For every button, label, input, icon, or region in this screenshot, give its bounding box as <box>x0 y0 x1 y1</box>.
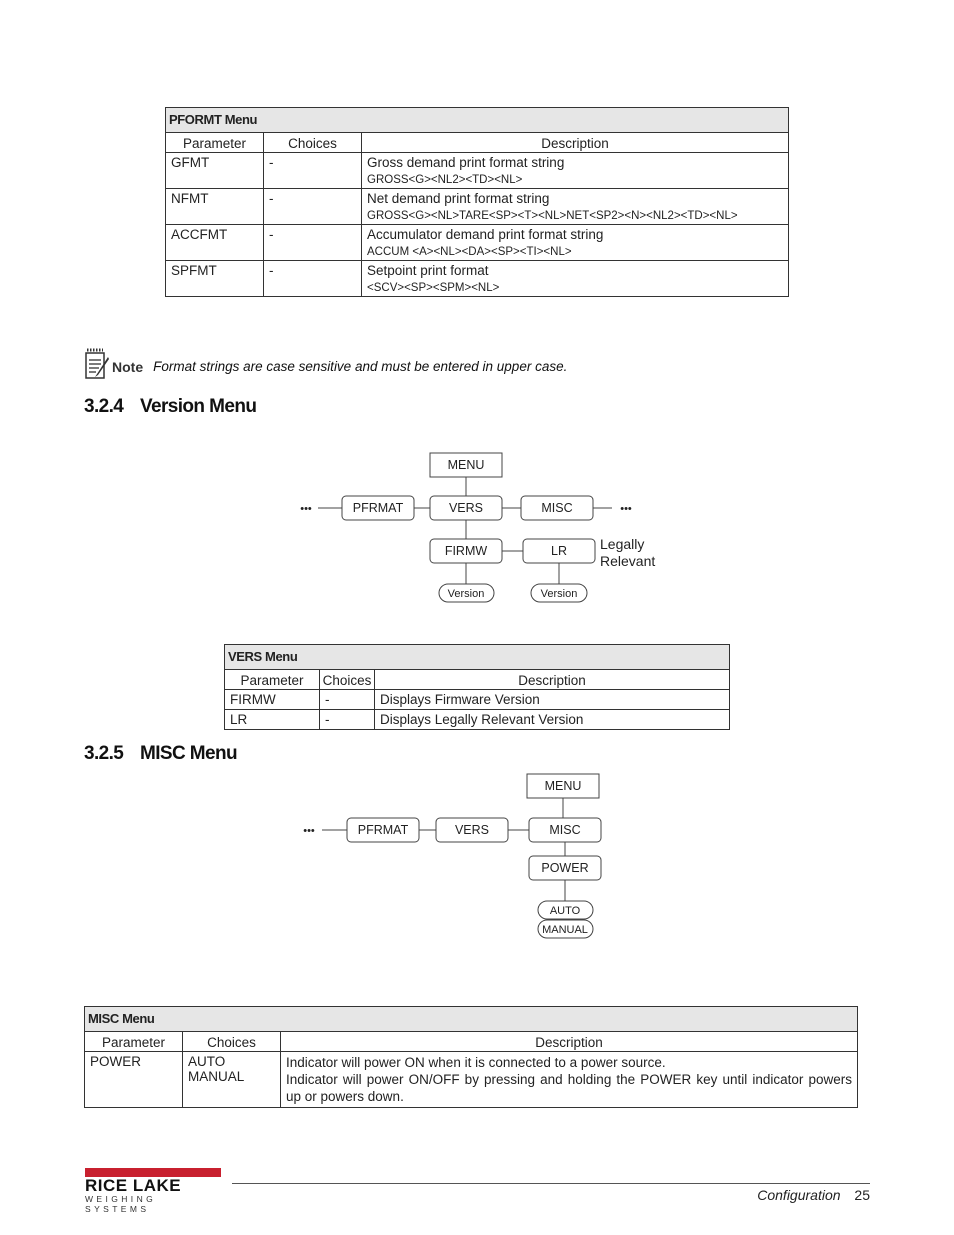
firmw-node-label: FIRMW <box>444 544 488 558</box>
table-row <box>166 225 789 261</box>
misc-node-label: MISC <box>549 823 581 837</box>
vers-menu-table <box>224 644 730 730</box>
pfrmat-node-label: PFRMAT <box>357 823 409 837</box>
pformt-header-parameter: Parameter <box>166 133 264 153</box>
version-leaf-label: Version <box>540 588 578 600</box>
misc-header-description: Description <box>281 1032 858 1052</box>
section-title: Version Menu <box>140 396 257 417</box>
format-string: <SCV><SP><SPM><NL> <box>367 282 500 294</box>
note-text: Format strings are case sensitive and must be entered in upper case. <box>153 359 568 374</box>
footer-rule <box>232 1183 870 1184</box>
choice-auto: AUTO <box>188 1054 226 1069</box>
table-row <box>225 710 730 730</box>
param-cell: GFMT <box>166 153 264 189</box>
param-cell: POWER <box>85 1052 183 1108</box>
footer-page-info <box>757 1187 870 1203</box>
misc-header-choices: Choices <box>183 1032 281 1052</box>
misc-table-title: MISC Menu <box>85 1007 858 1032</box>
table-row <box>166 189 789 225</box>
choice-manual: MANUAL <box>188 1069 245 1084</box>
format-string: ACCUM <A><NL><DA><SP><TI><NL> <box>367 246 572 258</box>
note-callout <box>84 347 567 386</box>
description-cell <box>281 1052 858 1108</box>
description-text: Accumulator demand print format string <box>367 227 604 242</box>
rice-lake-logo <box>85 1168 225 1214</box>
description-cell <box>362 189 789 225</box>
table-row <box>225 690 730 710</box>
description-cell <box>362 153 789 189</box>
param-cell: FIRMW <box>225 690 320 710</box>
vers-header-choices: Choices <box>320 670 375 690</box>
param-cell: ACCFMT <box>166 225 264 261</box>
auto-leaf-label: AUTO <box>549 905 581 917</box>
vers-node-label: VERS <box>448 501 484 515</box>
manual-leaf-label: MANUAL <box>542 924 588 936</box>
description-cell: Displays Legally Relevant Version <box>375 710 730 730</box>
pformt-header-choices: Choices <box>264 133 362 153</box>
menu-node-label: MENU <box>544 779 582 793</box>
vers-table-title: VERS Menu <box>225 645 730 670</box>
format-string: GROSS<G><NL2><TD><NL> <box>367 174 523 186</box>
section-heading-misc <box>84 743 237 765</box>
version-leaf-label: Version <box>447 588 485 600</box>
description-cell: Displays Firmware Version <box>375 690 730 710</box>
table-row <box>166 261 789 297</box>
ellipsis-right: ••• <box>620 503 632 515</box>
vers-header-description: Description <box>375 670 730 690</box>
legally-relevant-label: Legally <box>600 536 645 552</box>
footer-section-name: Configuration <box>757 1187 841 1203</box>
misc-node-label: MISC <box>541 501 573 515</box>
param-cell: SPFMT <box>166 261 264 297</box>
table-row <box>166 153 789 189</box>
misc-menu-diagram <box>0 770 954 945</box>
choices-cell: - <box>264 189 362 225</box>
choices-cell: - <box>264 225 362 261</box>
format-string: GROSS<G><NL>TARE<SP><T><NL>NET<SP2><N><NL2><TD><NL> <box>367 210 738 222</box>
description-cell <box>362 261 789 297</box>
power-node-label: POWER <box>541 861 589 875</box>
vers-node-label: VERS <box>454 823 490 837</box>
section-number: 3.2.5 <box>84 743 124 764</box>
pformt-table-title: PFORMT Menu <box>166 108 789 133</box>
description-text: Net demand print format string <box>367 191 550 206</box>
choices-cell <box>183 1052 281 1108</box>
lr-node-label: LR <box>551 544 567 558</box>
section-heading-version <box>84 396 256 418</box>
description-line: Indicator will power ON/OFF by pressing and holding the POWER key until indicator powers up or powers down. <box>286 1072 852 1104</box>
choices-cell: - <box>264 261 362 297</box>
param-cell: LR <box>225 710 320 730</box>
pformt-menu-table <box>165 107 789 297</box>
note-label: Note <box>112 358 144 375</box>
section-title: MISC Menu <box>140 743 237 764</box>
description-text: Setpoint print format <box>367 263 489 278</box>
description-line: Indicator will power ON when it is connected to a power source. <box>286 1055 666 1070</box>
logo-tagline: WEIGHING SYSTEMS <box>85 1194 157 1214</box>
misc-header-parameter: Parameter <box>85 1032 183 1052</box>
menu-node-label: MENU <box>447 458 485 472</box>
table-row <box>85 1052 858 1108</box>
note-pad-icon <box>84 347 110 386</box>
section-number: 3.2.4 <box>84 396 124 417</box>
legally-relevant-label: Relevant <box>600 553 656 569</box>
vers-header-parameter: Parameter <box>225 670 320 690</box>
choices-cell: - <box>264 153 362 189</box>
pformt-header-description: Description <box>362 133 789 153</box>
misc-menu-table <box>84 1006 858 1108</box>
pfrmat-node-label: PFRMAT <box>352 501 404 515</box>
param-cell: NFMT <box>166 189 264 225</box>
choices-cell: - <box>320 690 375 710</box>
ellipsis-left: ••• <box>303 825 315 837</box>
ellipsis-left: ••• <box>300 503 312 515</box>
description-text: Gross demand print format string <box>367 155 565 170</box>
choices-cell: - <box>320 710 375 730</box>
description-cell <box>362 225 789 261</box>
version-menu-diagram <box>0 440 954 615</box>
logo-brand: RICE LAKE <box>85 1176 182 1195</box>
page-number: 25 <box>854 1187 870 1203</box>
